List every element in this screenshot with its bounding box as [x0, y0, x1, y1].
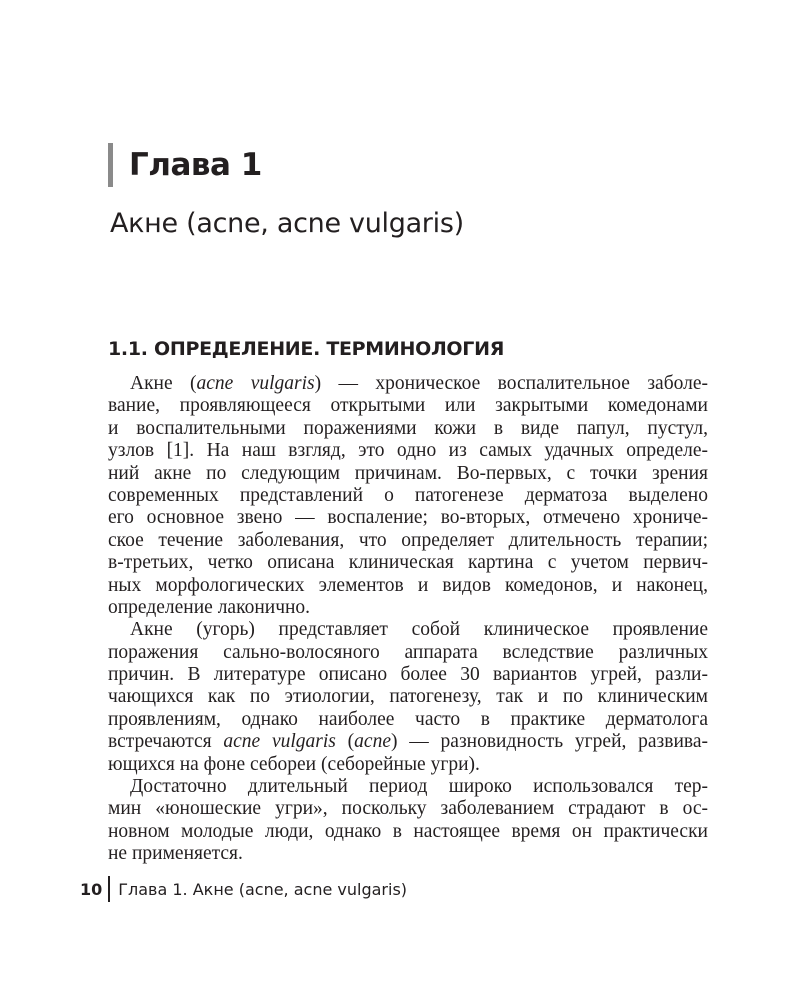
text-line — [108, 552, 708, 574]
text-line — [108, 597, 708, 619]
text-line — [108, 664, 708, 686]
italic-term: acne vulgaris — [196, 373, 315, 394]
body-text — [108, 373, 708, 866]
text-line — [108, 395, 708, 417]
text-line — [108, 463, 708, 485]
text-line — [108, 731, 708, 753]
text-run: ) — хроническое воспалительное заболе- — [314, 373, 708, 394]
chapter-header — [108, 142, 262, 188]
text-run: Достаточно длительный период широко использовался тер- — [130, 776, 708, 798]
page-number: 10 — [80, 879, 103, 899]
text-run: ское течение заболевания, что определяет длительность терапии; — [108, 529, 708, 551]
text-line — [108, 754, 708, 776]
section-heading: 1.1. ОПРЕДЕЛЕНИЕ. ТЕРМИНОЛОГИЯ — [108, 338, 505, 360]
text-run: Акне ( — [130, 373, 197, 394]
footer-divider — [108, 876, 110, 902]
text-line — [108, 843, 708, 865]
italic-term: acne vulgaris — [223, 731, 336, 753]
text-run: ющихся на фоне себореи (себорейные угри). — [108, 753, 480, 775]
text-line — [108, 418, 708, 440]
text-line — [108, 798, 708, 820]
text-run: в-третьих, четко описана клиническая картина с учетом первич- — [108, 552, 708, 574]
chapter-bar — [108, 143, 113, 187]
text-run: ний акне по следующим причинам. Во-первых, с точки зрения — [108, 462, 708, 484]
text-line — [108, 642, 708, 664]
text-run: не применяется. — [108, 843, 243, 865]
text-run: причин. В литературе описано более 30 вариантов угрей, разли- — [108, 664, 708, 686]
text-run: встречаются — [108, 731, 224, 753]
text-run: вание, проявляющееся открытыми или закрытыми комедонами — [108, 395, 708, 417]
chapter-title: Глава 1 — [129, 147, 262, 183]
italic-term: acne — [354, 731, 391, 753]
text-run: его основное звено — воспаление; во-вторых, отмечено хрониче- — [108, 507, 708, 529]
text-line — [108, 507, 708, 529]
text-line — [108, 485, 708, 507]
running-title: Глава 1. Акне (acne, acne vulgaris) — [118, 879, 408, 899]
text-line — [108, 821, 708, 843]
text-run: новном молодые люди, однако в настоящее время он практически — [108, 820, 708, 842]
text-run: ) — разновидность угрей, развива- — [390, 731, 709, 753]
text-line — [108, 373, 708, 395]
text-line — [108, 530, 708, 552]
text-run: Акне (угорь) представляет собой клиническое проявление — [130, 619, 708, 641]
text-line — [108, 776, 708, 798]
text-line — [108, 686, 708, 708]
text-run: поражения сально-волосяного аппарата вследствие различных — [108, 641, 708, 663]
chapter-subtitle: Акне (acne, acne vulgaris) — [110, 208, 464, 239]
text-run: чающихся как по этиологии, патогенезу, так и по клиническим — [108, 686, 708, 708]
text-line — [108, 575, 708, 597]
text-line — [108, 709, 708, 731]
text-run: современных представлений о патогенезе дерматоза выделено — [108, 484, 708, 506]
text-run: ных морфологических элементов и видов комедонов, и наконец, — [108, 574, 708, 596]
text-run: проявлениям, однако наиболее часто в практике дерматолога — [108, 708, 708, 730]
text-line — [108, 619, 708, 641]
text-run: узлов [1]. На наш взгляд, это одно из самых удачных определе- — [108, 440, 708, 462]
text-line — [108, 440, 708, 462]
text-run: определение лаконично. — [108, 596, 311, 618]
text-run: ( — [335, 731, 355, 753]
text-run: мин «юношеские угри», поскольку заболеванием страдают в ос- — [108, 798, 708, 820]
text-run: и воспалительными поражениями кожи в виде папул, пустул, — [108, 417, 708, 439]
page-footer — [80, 876, 407, 902]
